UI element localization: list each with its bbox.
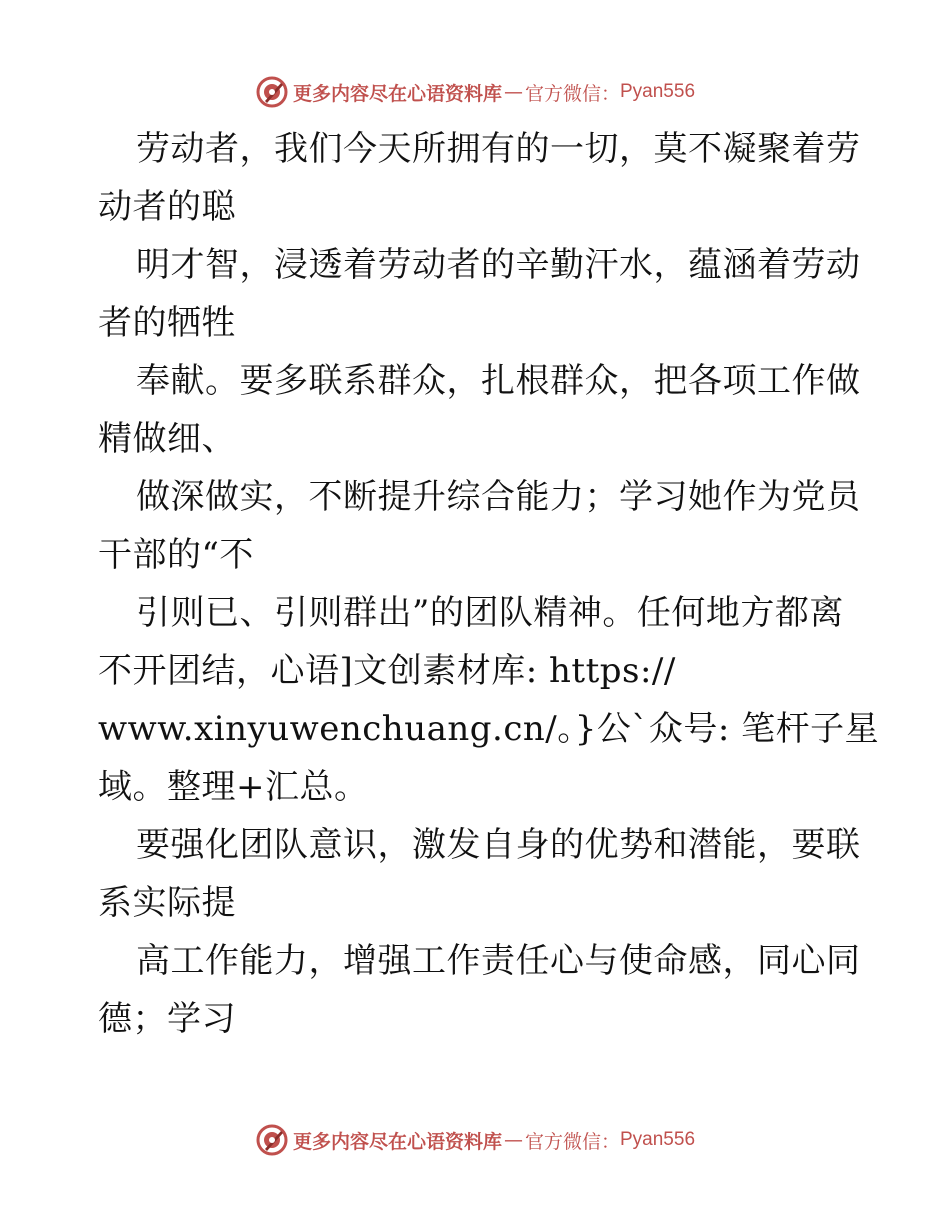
pen-logo-icon [255,1123,289,1157]
footer-banner [0,1120,950,1160]
header-wechat-id: Pyan556 [620,81,696,102]
paragraph-line: 明才智，浸透着劳动者的辛勤汗水，蕴涵着劳动 [136,245,861,285]
paragraph-line: 域。整理+汇总。 [98,767,369,807]
paragraph-line: 奉献。要多联系群众，扎根群众，把各项工作做 [136,361,861,401]
paragraph-line: www.xinyuwenchuang.cn/。}公`众号: 笔杆子星 [98,709,880,749]
header-banner [0,72,950,112]
header-brand-text: 更多内容尽在心语资料库 [292,82,502,105]
paragraph-line: 不开团结，心语]文创素材库: https:// [98,651,676,691]
paragraph-line: 引则已、引则群出”的团队精神。任何地方都离 [136,593,844,633]
footer-wechat-label: 官方微信： [524,1130,620,1153]
header-dash: — [503,81,523,103]
paragraph-line: 干部的“不 [98,535,254,575]
paragraph-line: 德；学习 [98,999,236,1039]
paragraph-line: 系实际提 [98,883,236,923]
document-body [98,120,880,1048]
paragraph-line: 者的牺牲 [98,303,236,343]
paragraph-line: 动者的聪 [98,187,236,227]
paragraph-line: 精做细、 [98,419,236,459]
paragraph-line: 高工作能力，增强工作责任心与使命感，同心同 [136,941,861,981]
footer-dash: — [503,1129,523,1151]
pen-logo-icon [255,75,289,109]
header-wechat-label: 官方微信： [524,82,620,105]
paragraph-line: 做深做实，不断提升综合能力；学习她作为党员 [136,477,861,517]
footer-brand-text: 更多内容尽在心语资料库 [292,1130,502,1153]
paragraph-line: 劳动者，我们今天所拥有的一切，莫不凝聚着劳 [136,129,861,169]
paragraph-line: 要强化团队意识，激发自身的优势和潜能，要联 [136,825,861,865]
footer-wechat-id: Pyan556 [620,1129,696,1150]
